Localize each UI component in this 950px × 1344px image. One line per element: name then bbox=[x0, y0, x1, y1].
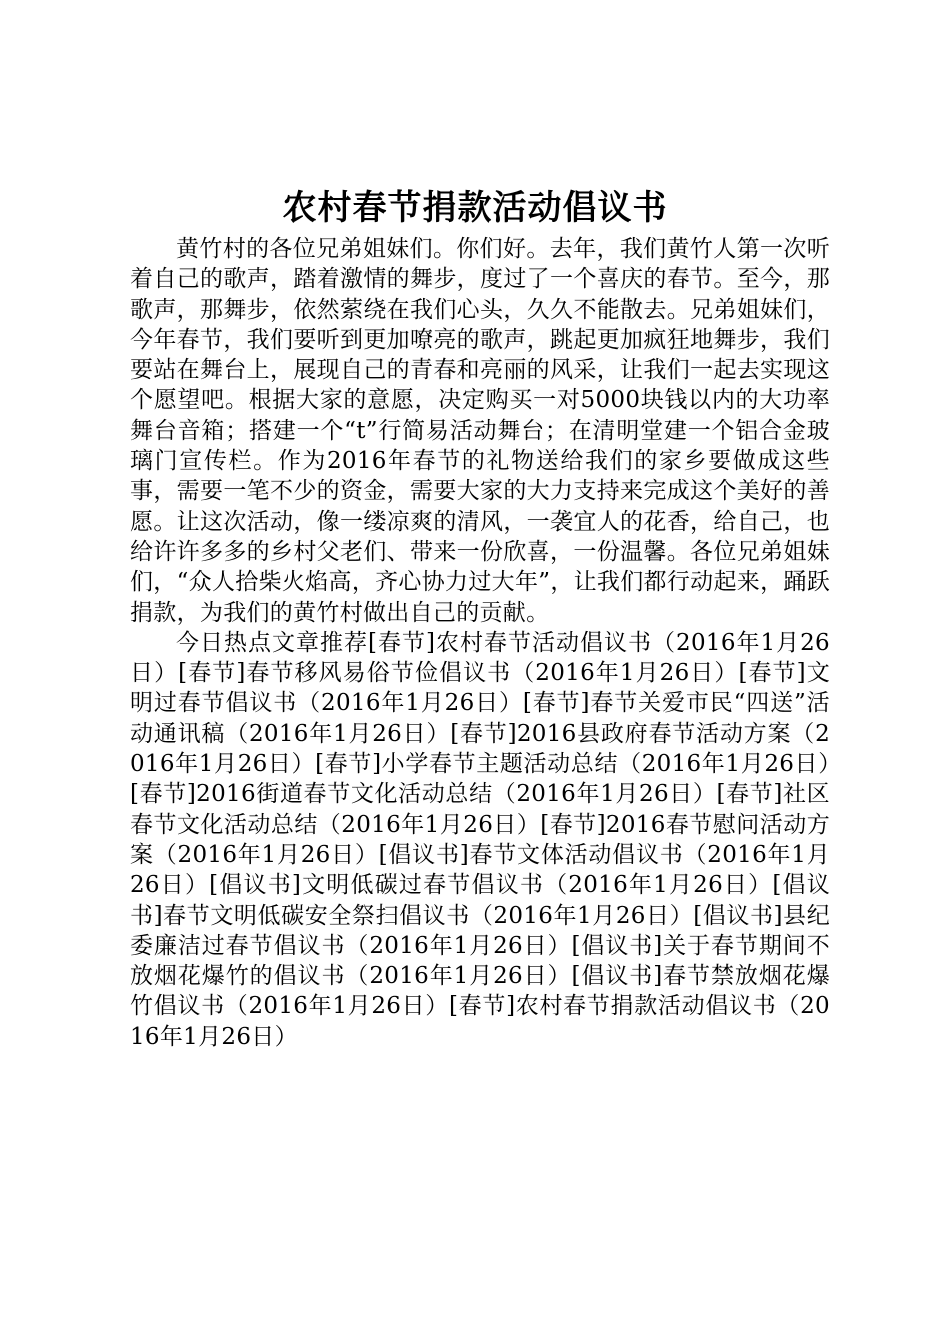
document-title: 农村春节捐款活动倡议书 bbox=[282, 188, 668, 228]
body-paragraph-recommended-articles: 今日热点文章推荐[春节]农村春节活动倡议书（2016年1月26日）[春节]春节移风易俗节俭倡议书（2016年1月26日）[春节]文明过春节倡议书（2016年1月26日）[春节]春节关爱市民“四送”活动通讯稿（2016年1月26日）[春节]2016县政府春节活动方案（2016年1月26日）[春节]小学春节主题活动总结（2016年1月26日）[春节]2016街道春节文化活动总结（2016年1月26日）[春节]社区春节文化活动总结（2016年1月26日）[春节]2016春节慰问活动方案（2016年1月26日）[倡议书]春节文体活动倡议书（2016年1月26日）[倡议书]文明低碳过春节倡议书（2016年1月26日）[倡议书]春节文明低碳安全祭扫倡议书（2016年1月26日）[倡议书]县纪委廉洁过春节倡议书（2016年1月26日）[倡议书]关于春节期间不放烟花爆竹的倡议书（2016年1月26日）[倡议书]春节禁放烟花爆竹倡议书（2016年1月26日）[春节]农村春节捐款活动倡议书（2016年1月26日） bbox=[130, 629, 830, 1050]
document-body bbox=[130, 234, 830, 1052]
body-paragraph-appeal: 黄竹村的各位兄弟姐妹们。你们好。去年，我们黄竹人第一次听着自己的歌声，踏着激情的舞步，度过了一个喜庆的春节。至今，那歌声，那舞步，依然萦绕在我们心头，久久不能散去。兄弟姐妹们，今年春节，我们要听到更加嘹亮的歌声，跳起更加疯狂地舞步，我们要站在舞台上，展现自己的青春和亮丽的风采，让我们一起去实现这个愿望吧。根据大家的意愿，决定购买一对5000块钱以内的大功率舞台音箱；搭建一个“t”行简易活动舞台；在清明堂建一个铝合金玻璃门宣传栏。作为2016年春节的礼物送给我们的家乡要做成这些事，需要一笔不少的资金，需要大家的大力支持来完成这个美好的善愿。让这次活动，像一缕凉爽的清风，一袭宜人的花香，给自己，也给许许多多的乡村父老们、带来一份欣喜，一份温馨。各位兄弟姐妹们，“众人拾柴火焰高，齐心协力过大年”，让我们都行动起来，踊跃捐款，为我们的黄竹村做出自己的贡献。 bbox=[130, 236, 830, 626]
